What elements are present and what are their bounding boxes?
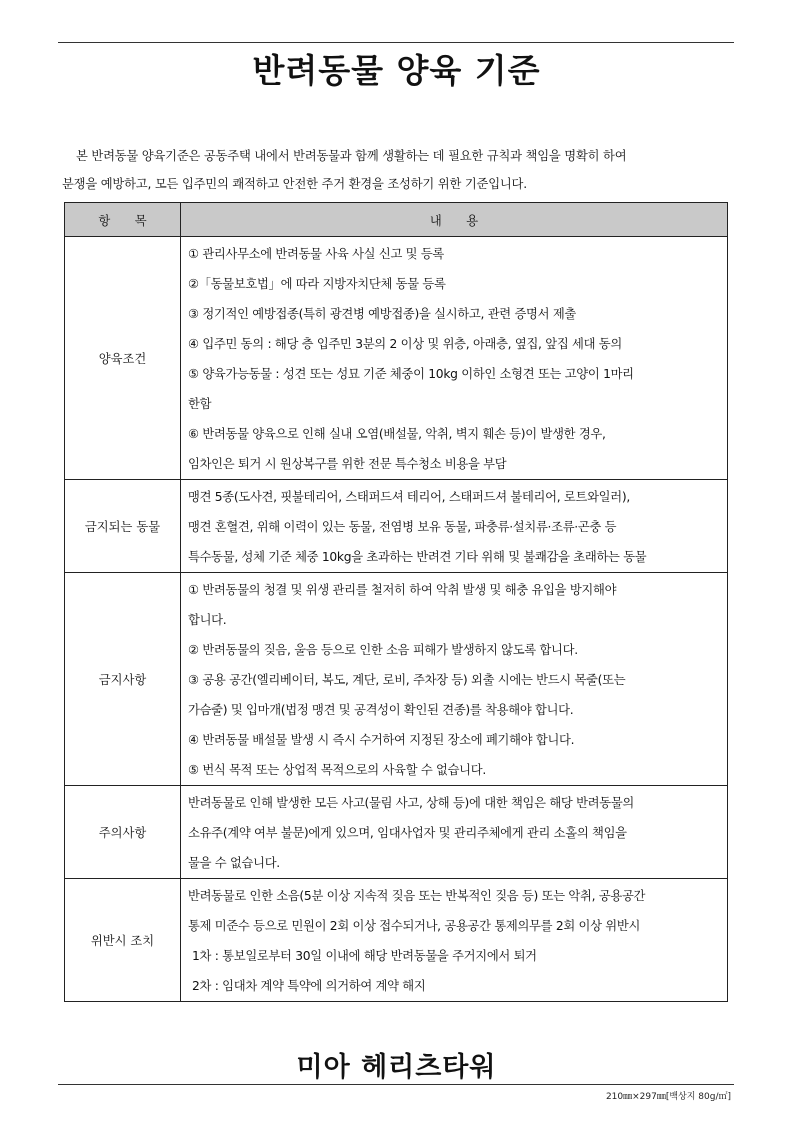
content-line: 1차 : 통보일로부터 30일 이내에 해당 반려동물을 주거지에서 퇴거 — [192, 949, 537, 963]
content-line: ③ 정기적인 예방접종(특히 광견병 예방접종)을 실시하고, 관련 증명서 제출 — [188, 307, 576, 321]
content-line: 반려동물로 인해 발생한 모든 사고(물림 사고, 상해 등)에 대한 책임은 해당 반려동물의 — [188, 796, 634, 810]
header-item: 항 목 — [65, 203, 181, 237]
row-label: 금지사항 — [65, 573, 181, 786]
content-line: ④ 반려동물 배설물 발생 시 즉시 수거하여 지정된 장소에 폐기해야 합니다. — [188, 733, 575, 747]
table-row-prohibited-animals — [65, 480, 728, 573]
content-line: ④ 입주민 동의 : 해당 층 입주민 3분의 2 이상 및 위층, 아래층, 옆집, 앞집 세대 동의 — [188, 337, 622, 351]
content-line: ① 반려동물의 청결 및 위생 관리를 철저히 하여 악취 발생 및 해충 유입을 방지해야 — [188, 583, 617, 597]
content-line: 2차 : 임대차 계약 특약에 의거하여 계약 해지 — [192, 979, 426, 993]
content-line: 반려동물로 인한 소음(5분 이상 지속적 짖음 또는 반복적인 짖음 등) 또는 악취, 공용공간 — [188, 889, 646, 903]
table-row-raising-conditions — [65, 237, 728, 480]
building-name: 미아 헤리츠타워 — [296, 1052, 497, 1083]
row-label: 양육조건 — [65, 237, 181, 480]
content-line: 물을 수 없습니다. — [188, 856, 280, 870]
content-line: 임차인은 퇴거 시 원상복구를 위한 전문 특수청소 비용을 부담 — [188, 457, 507, 471]
content-line: ⑥ 반려동물 양육으로 인해 실내 오염(배설물, 악취, 벽지 훼손 등)이 발생한 경우, — [188, 427, 606, 441]
row-content — [181, 573, 728, 786]
row-content — [181, 480, 728, 573]
row-label: 금지되는 동물 — [65, 480, 181, 573]
content-line: 맹견 5종(도사견, 핏불테리어, 스태퍼드셔 테리어, 스태퍼드셔 불테리어, 로트와일러), — [188, 490, 630, 504]
content-line: ③ 공용 공간(엘리베이터, 복도, 계단, 로비, 주차장 등) 외출 시에는 반드시 목줄(또는 — [188, 673, 626, 687]
document-title: 반려동물 양육 기준 — [252, 51, 541, 90]
top-rule — [58, 42, 734, 43]
intro-line-1: 본 반려동물 양육기준은 공동주택 내에서 반려동물과 함께 생활하는 데 필요한 규칙과 책임을 명확히 하여 — [76, 149, 627, 163]
content-line: 맹견 혼혈견, 위해 이력이 있는 동물, 전염병 보유 동물, 파충류·설치류·조류·곤충 등 — [188, 520, 617, 534]
row-label: 위반시 조치 — [65, 879, 181, 1002]
content-line: ⑤ 번식 목적 또는 상업적 목적으로의 사육할 수 없습니다. — [188, 763, 486, 777]
row-content — [181, 786, 728, 879]
intro-paragraph — [62, 142, 730, 198]
content-line: ② 반려동물의 짖음, 울음 등으로 인한 소음 피해가 발생하지 않도록 합니다. — [188, 643, 578, 657]
row-content — [181, 879, 728, 1002]
bottom-rule — [58, 1084, 734, 1085]
rules-table — [64, 202, 728, 1002]
content-line: 합니다. — [188, 613, 227, 627]
content-line: 한함 — [188, 397, 212, 411]
table-row-violation-measures — [65, 879, 728, 1002]
intro-line-2: 분쟁을 예방하고, 모든 입주민의 쾌적하고 안전한 주거 환경을 조성하기 위한 기준입니다. — [62, 177, 527, 191]
content-line: 소유주(계약 여부 불문)에게 있으며, 임대사업자 및 관리주체에게 관리 소홀의 책임을 — [188, 826, 627, 840]
table-row-prohibitions — [65, 573, 728, 786]
row-content — [181, 237, 728, 480]
header-content: 내 용 — [181, 203, 728, 237]
paper-spec: 210㎜×297㎜[백상지 80g/㎡] — [605, 1092, 731, 1102]
table-row-cautions — [65, 786, 728, 879]
content-line: 통제 미준수 등으로 민원이 2회 이상 접수되거나, 공용공간 통제의무를 2회 이상 위반시 — [188, 919, 641, 933]
table-header-row — [65, 203, 728, 237]
content-line: 가슴줄) 및 입마개(법정 맹견 및 공격성이 확인된 견종)를 착용해야 합니다. — [188, 703, 574, 717]
content-line: ⑤ 양육가능동물 : 성견 또는 성묘 기준 체중이 10kg 이하인 소형견 또는 고양이 1마리 — [188, 367, 634, 381]
content-line: 특수동물, 성체 기준 체중 10kg을 초과하는 반려견 기타 위해 및 불쾌감을 초래하는 동물 — [188, 550, 647, 564]
row-label: 주의사항 — [65, 786, 181, 879]
content-line: ① 관리사무소에 반려동물 사육 사실 신고 및 등록 — [188, 247, 444, 261]
content-line: ②「동물보호법」에 따라 지방자치단체 동물 등록 — [188, 277, 446, 291]
